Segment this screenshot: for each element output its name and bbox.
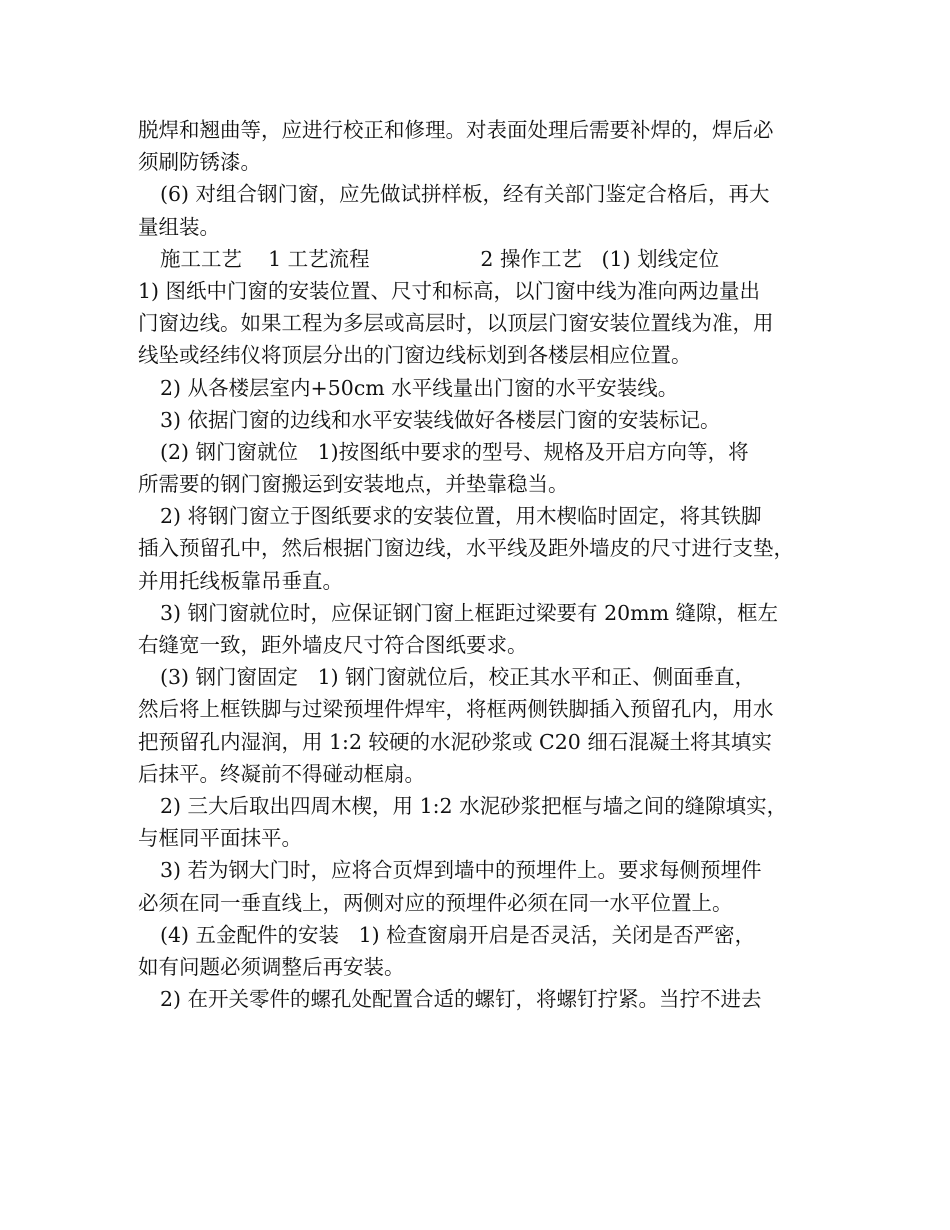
text-line: 插入预留孔中，然后根据门窗边线，水平线及距外墙皮的尺寸进行支垫， [138,536,794,561]
text-line: 如有问题必须调整后再安装。 [138,954,405,979]
text-line: 必须在同一垂直线上，两侧对应的预埋件必须在同一水平位置上。 [138,890,733,915]
text-line: 把预留孔内湿润，用 1:2 较硬的水泥砂浆或 C20 细石混凝土将其填实 [138,729,772,754]
text-line: 2) 在开关零件的螺孔处配置合适的螺钉，将螺钉拧紧。当拧不进去 [160,987,762,1012]
text-line: 脱焊和翘曲等，应进行校正和修理。对表面处理后需要补焊的，焊后必 [138,118,774,142]
text-line: 3) 依据门窗的边线和水平安装线做好各楼层门窗的安装标记。 [160,407,721,432]
text-line: 须刷防锈漆。 [138,150,261,175]
text-line: 1) 图纸中门窗的安装位置、尺寸和标高，以门窗中线为准向两边量出 [138,278,761,303]
text-line: 右缝宽一致，距外墙皮尺寸符合图纸要求。 [138,633,528,657]
text-line: 2) 将钢门窗立于图纸要求的安装位置，用木楔临时固定，将其铁脚 [160,504,762,529]
text-line: 量组装。 [138,214,220,239]
section-heading-line: 施工工艺 1 工艺流程 2 操作工艺 (1) 划线定位 [160,246,720,271]
text-line: 门窗边线。如果工程为多层或高层时，以顶层门窗安装位置线为准，用 [138,311,774,336]
text-line: 后抹平。终凝前不得碰动框扇。 [138,761,425,786]
text-line: 并用托线板靠吊垂直。 [138,568,343,593]
text-line: 与框同平面抹平。 [138,826,302,851]
text-line: 线坠或经纬仪将顶层分出的门窗边线标划到各楼层相应位置。 [138,343,692,368]
text-line: 所需要的钢门窗搬运到安装地点，并垫靠稳当。 [138,472,569,497]
text-line: (4) 五金配件的安装 1) 检查窗扇开启是否灵活，关闭是否严密， [160,922,756,947]
text-line: (6) 对组合钢门窗，应先做试拼样板，经有关部门鉴定合格后，再大 [160,182,770,207]
text-line: (2) 钢门窗就位 1)按图纸中要求的型号、规格及开启方向等，将 [160,439,749,464]
text-line: 然后将上框铁脚与过梁预埋件焊牢，将框两侧铁脚插入预留孔内，用水 [138,697,774,722]
text-line: 3) 若为钢大门时，应将合页焊到墙中的预埋件上。要求每侧预埋件 [160,858,762,883]
text-line: (3) 钢门窗固定 1) 钢门窗就位后，校正其水平和正、侧面垂直， [160,665,756,690]
document-body [138,114,818,1015]
text-line: 2) 从各楼层室内+50cm 水平线量出门窗的水平安装线。 [160,375,679,400]
text-line: 2) 三大后取出四周木楔，用 1:2 水泥砂浆把框与墙之间的缝隙填实， [160,793,788,818]
text-line: 3) 钢门窗就位时，应保证钢门窗上框距过梁要有 20mm 缝隙，框左 [160,600,779,625]
